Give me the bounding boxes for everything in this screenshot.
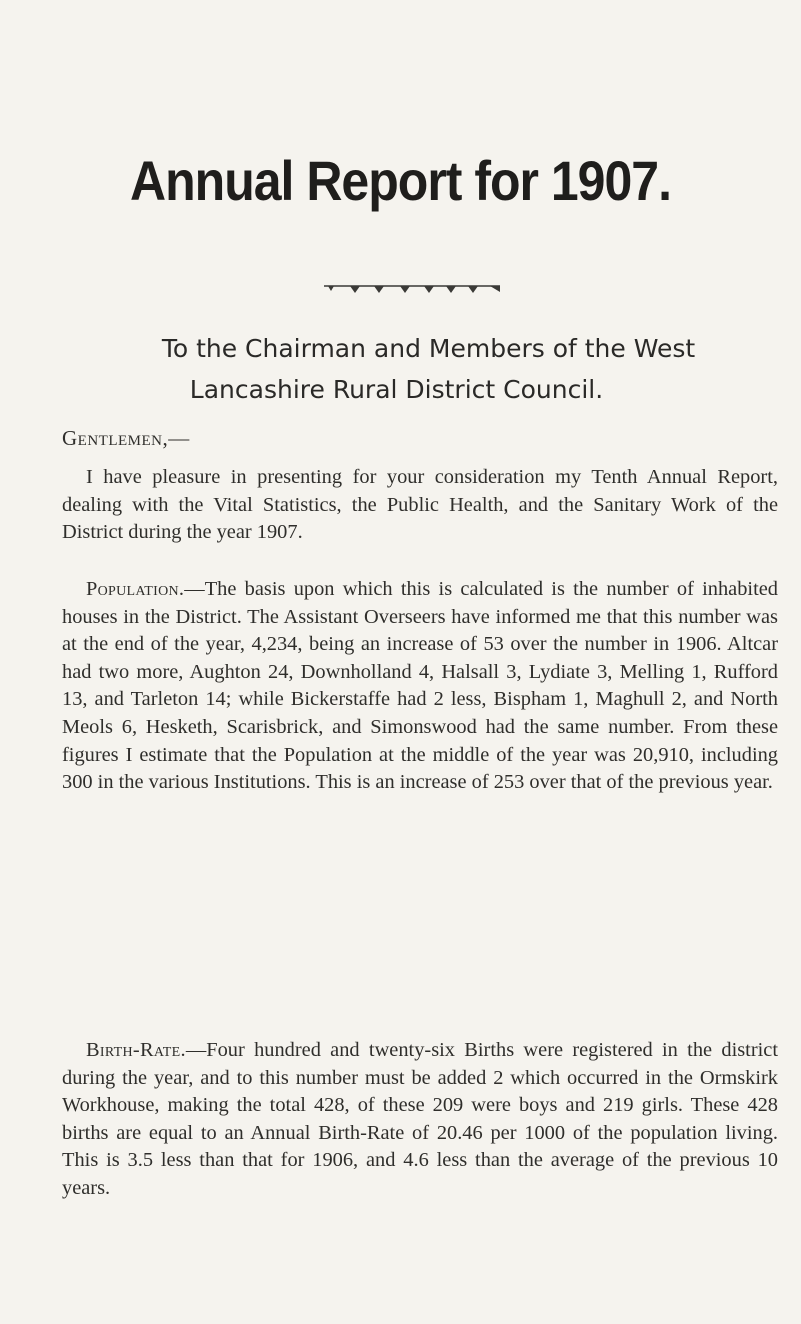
- decorative-rule-ornament: [322, 283, 502, 297]
- section-heading: Birth-Rate.: [86, 1039, 186, 1061]
- paragraph-birth-rate: [62, 1037, 778, 1203]
- paragraph-text: I have pleasure in presenting for your consideration my Tenth Annual Report, dealing with the Vital Statistics, the Public Health, and the Sanitary Work of the District during the year 1907.: [62, 466, 778, 544]
- address-line: Lancashire Rural District Council.: [189, 375, 604, 404]
- report-title: Annual Report for 1907.: [130, 149, 671, 213]
- paragraph-population: [62, 576, 778, 797]
- paragraph-introduction: [62, 464, 778, 547]
- address-line: To the Chairman and Members of the West: [161, 334, 696, 363]
- paragraph-text: —The basis upon which this is calculated is the number of inhabited houses in the District. The Assistant Overseers have informed me that this number was at the end of the year, 4,234, being an increase of 53 over the number in 1906. Altcar had two more, Aughton 24, Downholland 4, Halsall 3, Lydiate 3, Melling 1, Rufford 13, and Tarleton 14; while Bickerstaffe had 2 less, Bispham 1, Maghull 2, and North Meols 6, Hesketh, Scarisbrick, and Simonswood had the same number. From these figures I estimate that the Population at the middle of the year was 20,910, including 300 in the various Institutions. This is an increase of 253 over that of the previous year.: [62, 578, 778, 794]
- salutation: Gentlemen,—: [62, 426, 190, 450]
- address-block: [0, 328, 801, 410]
- paragraph-text: —Four hundred and twenty-six Births were registered in the district during the year, and to this number must be added 2 which occurred in the Ormskirk Workhouse, making the total 428, of these 209 were boys and 219 girls. These 428 births are equal to an Annual Birth-Rate of 20.46 per 1000 of the population living. This is 3.5 less than that for 1906, and 4.6 less than the average of the previous 10 years.: [62, 1039, 778, 1199]
- section-heading: Population.: [86, 578, 185, 600]
